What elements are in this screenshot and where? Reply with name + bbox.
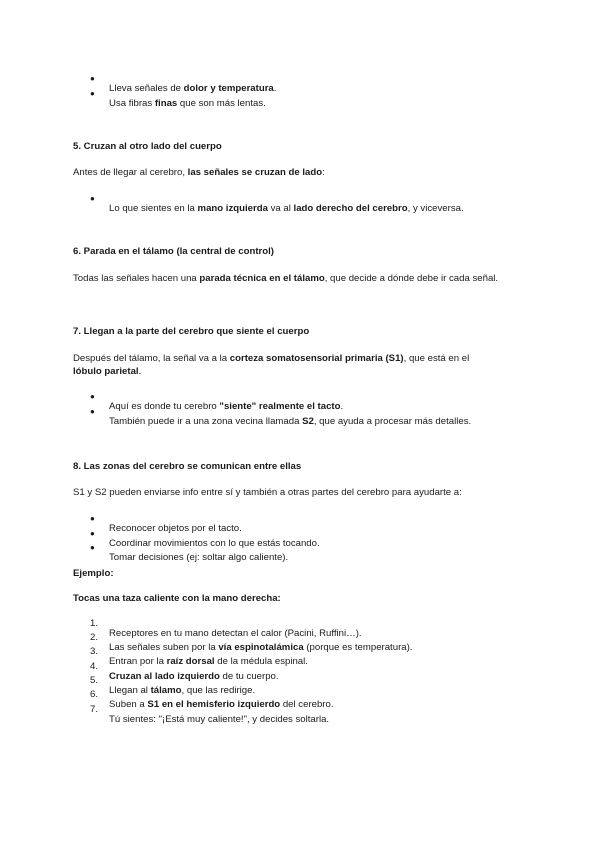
bullet-marker: ● <box>90 392 95 401</box>
section-heading: 6. Parada en el tálamo (la central de control) <box>73 246 275 257</box>
list-item: Lo que sientes en la mano izquierda va al lado derecho del cerebro, y viceversa. <box>109 202 464 214</box>
step-number: 1. <box>90 618 99 629</box>
list-item: Usa fibras finas que son más lentas. <box>109 97 266 109</box>
example-label: Ejemplo: <box>73 568 114 579</box>
bullet-marker: ● <box>90 514 95 523</box>
paragraph: Todas las señales hacen una parada técnica en el tálamo, que decide a dónde debe ir cada señal. <box>73 273 499 284</box>
bullet-marker: ● <box>90 194 95 203</box>
bullet-marker: ● <box>90 74 95 83</box>
paragraph: Antes de llegar al cerebro, las señales se cruzan de lado: <box>73 167 325 178</box>
example-title: Tocas una taza caliente con la mano derecha: <box>73 593 281 604</box>
bullet-marker: ● <box>90 543 95 552</box>
bullet-marker: ● <box>90 407 95 416</box>
list-item: Coordinar movimientos con lo que estás tocando. <box>109 537 320 549</box>
list-item: Tú sientes: "¡Está muy caliente!", y decides soltarla. <box>109 713 330 725</box>
step-number: 4. <box>90 661 99 672</box>
step-number: 7. <box>90 704 99 715</box>
list-item: Tomar decisiones (ej: soltar algo caliente). <box>109 551 289 563</box>
section-heading: 5. Cruzan al otro lado del cuerpo <box>73 141 222 152</box>
paragraph: S1 y S2 pueden enviarse info entre sí y también a otras partes del cerebro para ayudarte a: <box>73 487 462 498</box>
step-number: 5. <box>90 675 99 686</box>
list-item: Receptores en tu mano detectan el calor (Pacini, Ruffini…). <box>109 627 362 639</box>
list-item: Suben a S1 en el hemisferio izquierdo del cerebro. <box>109 698 334 710</box>
list-item: Aquí es donde tu cerebro "siente" realmente el tacto. <box>109 400 344 412</box>
list-item: Entran por la raíz dorsal de la médula espinal. <box>109 655 308 667</box>
list-item: Reconocer objetos por el tacto. <box>109 522 242 534</box>
section-heading: 7. Llegan a la parte del cerebro que siente el cuerpo <box>73 326 310 337</box>
list-item: También puede ir a una zona vecina llamada S2, que ayuda a procesar más detalles. <box>109 415 472 427</box>
step-number: 2. <box>90 632 99 643</box>
bullet-marker: ● <box>90 529 95 538</box>
list-item: Las señales suben por la vía espinotalámica (porque es temperatura). <box>109 641 413 653</box>
section-heading: 8. Las zonas del cerebro se comunican entre ellas <box>73 461 302 472</box>
paragraph: Después del tálamo, la señal va a la corteza somatosensorial primaria (S1), que está en el lóbulo parietal. <box>73 353 470 377</box>
bullet-marker: ● <box>90 89 95 98</box>
list-item: Llegan al tálamo, que las redirige. <box>109 684 256 696</box>
list-item: Cruzan al lado izquierdo de tu cuerpo. <box>109 670 279 682</box>
list-item: Lleva señales de dolor y temperatura. <box>109 82 277 94</box>
step-number: 6. <box>90 689 99 700</box>
step-number: 3. <box>90 646 99 657</box>
